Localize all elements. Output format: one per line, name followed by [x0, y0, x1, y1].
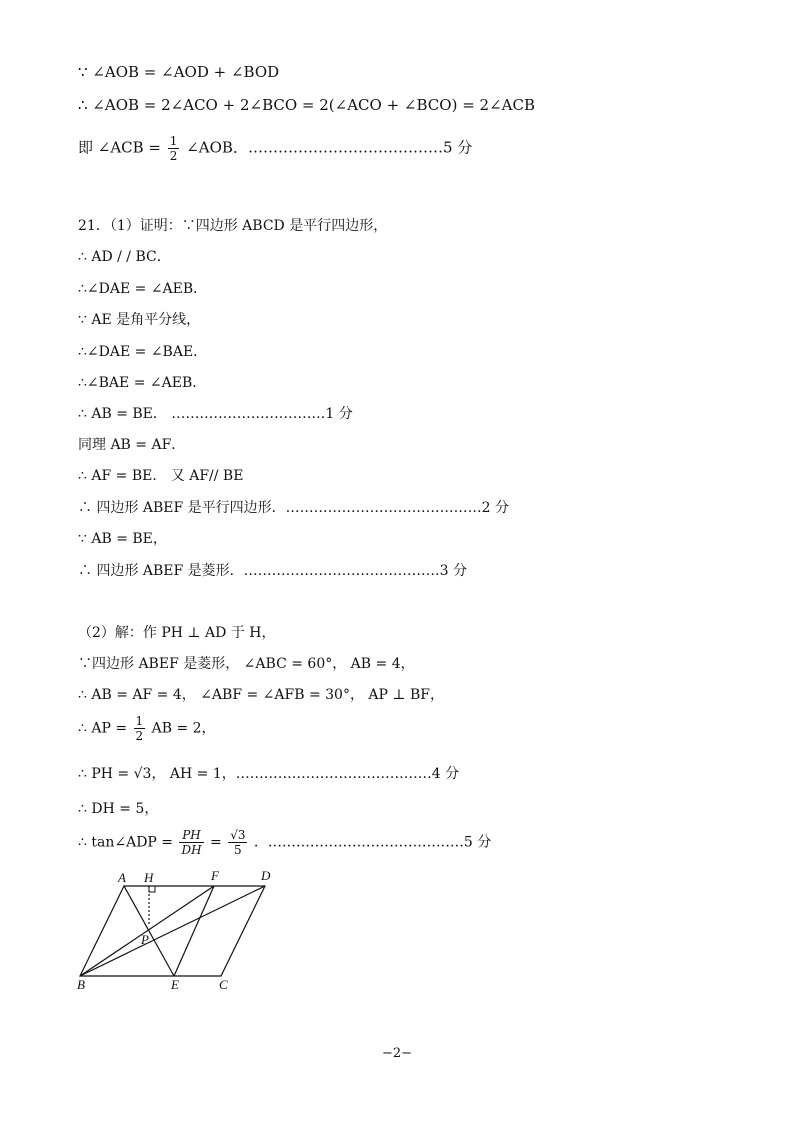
step-10: ∵ AB = BE，: [78, 531, 167, 547]
parallelogram-figure: [72, 866, 292, 992]
step-1: ∴ AD / / BC．: [78, 249, 171, 265]
fraction-numerator: 1: [135, 714, 144, 728]
label-d: D: [261, 868, 271, 883]
step-8: ∴ AF = BE． 又 AF// BE: [78, 468, 244, 484]
label-b: B: [77, 977, 85, 992]
step-5: ∴∠BAE = ∠AEB．: [78, 375, 207, 391]
step-6: ∴ AB = BE． ……………………………1 分: [78, 406, 353, 422]
step-7: 同理 AB = AF．: [78, 437, 186, 453]
page-number: −2−: [381, 1046, 413, 1061]
proof-line-2: ∴ ∠AOB = 2∠ACO + 2∠BCO = 2(∠ACO + ∠BCO) = 2∠ACB: [78, 96, 535, 114]
label-f: F: [211, 868, 219, 883]
label-h: H: [144, 870, 154, 885]
fraction-denominator: 5: [234, 843, 242, 857]
fraction-numerator: 1: [169, 134, 178, 148]
step-4: ∴∠DAE = ∠BAE．: [78, 344, 208, 360]
fraction-denominator: DH: [181, 843, 202, 857]
step-3: ∵ AE 是角平分线，: [78, 312, 201, 328]
proof-line-1: ∵ ∠AOB = ∠AOD + ∠BOD: [78, 63, 280, 81]
fraction-ph-dh: [179, 828, 203, 857]
segment-bd: [80, 886, 265, 976]
fraction-denominator: 2: [169, 149, 178, 163]
label-p: P: [141, 932, 149, 947]
part-2-step-6-suffix: ．……………………………………5 分: [253, 834, 492, 851]
step-9: ∴ 四边形 ABEF 是平行四边形．……………………………………2 分: [78, 500, 510, 516]
part-2-step-4: ∴ PH = √3， AH = 1，……………………………………4 分: [78, 766, 460, 782]
part-2-step-1: ∵四边形 ABEF 是菱形， ∠ABC = 60°， AB = 4，: [78, 656, 415, 672]
part-2-step-6-prefix: ∴ tan∠ADP =: [78, 834, 174, 851]
part-2-step-3-prefix: ∴ AP =: [78, 720, 128, 737]
part-2-step-2: ∴ AB = AF = 4， ∠ABF = ∠AFB = 30°， AP ⊥ BF，: [78, 687, 445, 703]
proof-line-3-suffix: ∠AOB．…………………………………5 分: [186, 138, 473, 157]
fraction-half: [134, 714, 146, 743]
equals-sign: =: [210, 834, 222, 851]
step-2: ∴∠DAE = ∠AEB．: [78, 281, 208, 297]
part-2-step-6: [78, 828, 491, 857]
step-11: ∴ 四边形 ABEF 是菱形．……………………………………3 分: [78, 563, 468, 579]
fraction-half: [168, 134, 180, 163]
part-2-step-3: [78, 714, 216, 743]
fraction-numerator: PH: [179, 828, 203, 843]
right-angle-mark: [149, 886, 155, 892]
part-2-step-3-suffix: AB = 2，: [151, 720, 216, 737]
part-2-heading: （2）解：作 PH ⊥ AD 于 H，: [78, 625, 276, 641]
label-c: C: [219, 977, 228, 992]
question-21-heading: 21．（1）证明：∵四边形 ABCD 是平行四边形，: [78, 218, 388, 234]
fraction-sqrt3-5: [228, 828, 247, 857]
label-a: A: [118, 870, 126, 885]
proof-line-3-prefix: 即 ∠ACB =: [78, 138, 162, 157]
fraction-denominator: 2: [135, 729, 144, 743]
label-e: E: [171, 977, 179, 992]
fraction-numerator: √3: [230, 828, 246, 842]
part-2-step-5: ∴ DH = 5，: [78, 801, 159, 817]
proof-line-3: [78, 134, 472, 163]
